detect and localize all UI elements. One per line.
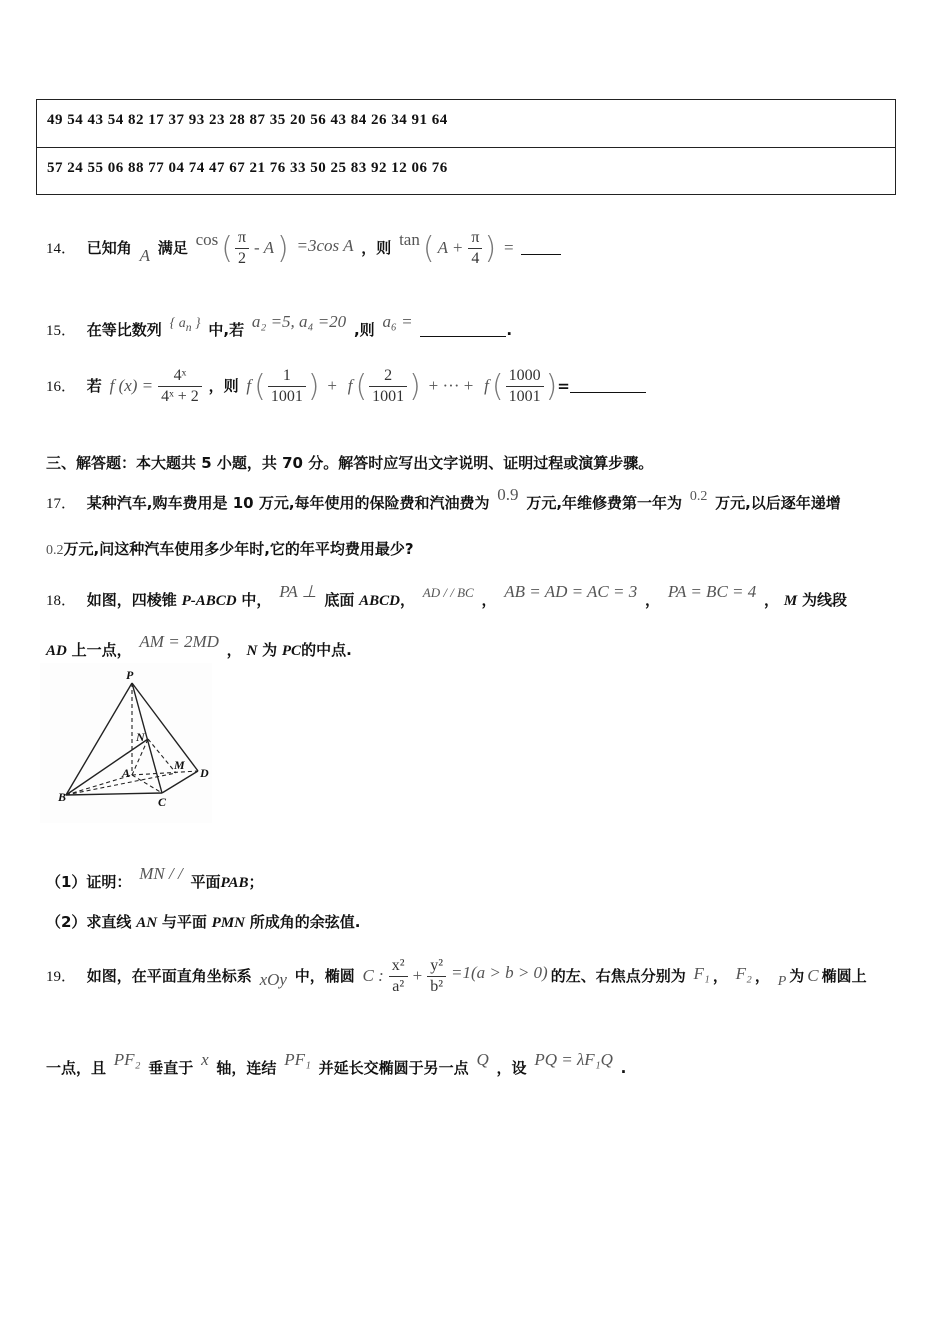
fraction-pi-4 (468, 228, 482, 269)
question-16 (46, 366, 646, 407)
q15-end: . (506, 321, 513, 339)
numerator: π (235, 228, 249, 249)
fraction-pi-2 (235, 228, 249, 269)
q18-text: 如图，四棱锥 (86, 591, 177, 609)
q18-text: 为 (262, 641, 278, 659)
label-A: A (122, 766, 131, 780)
q18-sub-text: 与平面 (161, 913, 207, 931)
q18-text: ， (645, 591, 661, 609)
denominator: 4ˣ + 2 (161, 388, 199, 405)
fraction-2 (369, 366, 407, 407)
q18-text: 为线段 (801, 591, 847, 609)
q18-sub-text: 所成角的余弦值. (249, 913, 361, 931)
math-F2: F₂ (735, 964, 752, 983)
question-number: 15． (46, 323, 77, 339)
math-Q: Q (476, 1050, 489, 1069)
math-f: f (484, 376, 489, 395)
pyramid-figure (40, 663, 212, 823)
q16-text: ，则 (208, 377, 239, 395)
question-number: 18． (46, 593, 77, 609)
q19-end: . (620, 1059, 627, 1077)
right-paren: ) (277, 231, 289, 266)
left-paren: ( (254, 369, 266, 404)
math-condition: a₂ =5, a₄ =20 (251, 312, 347, 331)
q17-text: 万元,年维修费第一年为 (526, 494, 683, 512)
answer-blank[interactable] (420, 336, 506, 337)
question-18 (46, 582, 847, 610)
label-C: C (158, 795, 167, 809)
math-pq: PQ = λF₁Q (534, 1050, 613, 1069)
q19-text: 为 (789, 967, 805, 985)
numerator: 2 (369, 366, 407, 387)
table-row: 57 24 55 06 88 77 04 74 47 67 21 76 33 50 25 83 92 12 06 76 (37, 147, 895, 194)
q18-AD: AD (46, 643, 67, 659)
question-number: 17． (46, 496, 77, 512)
math-value: 0.9 (497, 485, 519, 504)
math-C: C : (362, 966, 384, 985)
q18-sub-text: （1）证明： (46, 873, 132, 891)
q15-text: 在等比数列 (86, 321, 162, 339)
right-paren: ) (484, 231, 497, 266)
math-PF2: PF₂ (113, 1050, 141, 1069)
math-a: a (178, 316, 186, 331)
q18-an: AN (136, 915, 158, 931)
math-A: A (139, 246, 150, 265)
left-paren: ( (491, 369, 504, 404)
fraction-y2-b2 (427, 956, 446, 997)
q19-text: 一点，且 (46, 1059, 107, 1077)
question-18-cont (46, 632, 352, 660)
math-f: f (246, 376, 252, 395)
question-14 (46, 228, 561, 269)
q18-text: 底面 (324, 591, 355, 609)
math-F1: F₁ (693, 964, 710, 983)
left-paren: ( (221, 231, 233, 266)
fraction-x2-a2 (389, 956, 408, 997)
math-tan: tan (399, 230, 420, 249)
math-eq1: AB = AD = AC = 3 (504, 582, 638, 601)
q18-PC: PC (281, 643, 302, 659)
q14-text: 满足 (157, 239, 188, 257)
q17-text: 万元,问这种汽车使用多少年时,它的年平均费用最少? (63, 540, 414, 558)
q17-text: 万元,以后逐年递增 (715, 494, 841, 512)
label-P: P (126, 668, 134, 682)
math-xoy: xOy (259, 970, 287, 989)
left-paren: ( (422, 231, 435, 266)
q17-text: 某种汽车,购车费用是 10 万元,每年使用的保险费和汽油费为 (86, 494, 490, 512)
q14-text: ，则 (361, 239, 392, 257)
q15-text: ,则 (353, 321, 375, 339)
q19-text: 垂直于 (148, 1059, 194, 1077)
random-number-table (36, 99, 896, 195)
question-number: 14． (46, 241, 77, 257)
math-f: f (347, 376, 353, 395)
right-paren: ) (307, 369, 320, 404)
q18-text: ， (481, 591, 497, 609)
denominator: 1001 (508, 388, 541, 405)
numerator: 1000 (506, 366, 544, 387)
question-17 (46, 485, 841, 513)
numerator: π (468, 228, 482, 249)
denominator: b² (430, 978, 443, 995)
label-B: B (58, 790, 67, 804)
q19-text: 椭圆上 (821, 967, 867, 985)
label-M: M (174, 758, 185, 772)
math-pa-perp: PA ⊥ (279, 582, 317, 601)
q14-text: 已知角 (86, 239, 132, 257)
q19-text: 轴，连结 (216, 1059, 277, 1077)
q18-pab: PAB (220, 875, 249, 891)
math-eq: = (503, 238, 514, 257)
q18-sub-text: （2）求直线 (46, 913, 132, 931)
numerator: 4ˣ (158, 366, 202, 387)
math-value: 0.2 (46, 543, 64, 558)
numerator: 1 (268, 366, 306, 387)
question-number: 19． (46, 969, 77, 985)
fraction-3 (506, 366, 544, 407)
math-rhs: =3cos A (296, 236, 354, 255)
question-number: 16． (46, 379, 77, 395)
q18-text: 中， (241, 591, 272, 609)
math-sub-n: n (185, 320, 192, 334)
math-minus-A: - A (254, 238, 275, 257)
math-cos: cos (195, 230, 219, 249)
question-17-cont (46, 538, 414, 559)
math-eq2: PA = BC = 4 (667, 582, 757, 601)
q18-text: 上一点， (71, 641, 132, 659)
q19-text: 并延长交椭圆于另一点 (318, 1059, 469, 1077)
q19-text: 的左、右焦点分别为 (550, 967, 686, 985)
answer-blank[interactable] (570, 392, 646, 393)
denominator: 4 (471, 250, 480, 267)
q19-text: ， (712, 967, 728, 985)
q18-text: ， (226, 641, 242, 659)
question-15 (46, 312, 512, 340)
denominator: a² (392, 978, 405, 995)
q18-pabcd: P-ABCD (181, 593, 237, 609)
math-value: 0.2 (689, 489, 708, 504)
math-plus: + (412, 966, 423, 985)
table-row: 49 54 43 54 82 17 37 93 23 28 87 35 20 56 43 84 26 34 91 64 (47, 112, 448, 128)
denominator: 1001 (270, 388, 303, 405)
q18-abcd: ABCD (359, 593, 400, 609)
left-paren: ( (355, 369, 368, 404)
math-mn: MN / / (139, 864, 183, 883)
q19-text: ，设 (496, 1059, 527, 1077)
q18-N: N (246, 643, 258, 659)
math-ad-bc: AD / / BC (422, 585, 474, 600)
math-x: x (201, 1050, 209, 1069)
q18-text: ， (399, 591, 415, 609)
label-D: D (200, 766, 209, 780)
math-condition: =1(a > b > 0) (450, 963, 548, 982)
question-18-part-2 (46, 911, 360, 932)
math-sequence: { $a_n$ } (169, 316, 201, 334)
q19-text: 如图，在平面直角坐标系 (86, 967, 252, 985)
q18-sub-text: ； (248, 873, 264, 891)
q16-text: 若 (86, 377, 102, 395)
q19-text: ， (754, 967, 770, 985)
right-paren: ) (409, 369, 421, 404)
math-a6: a₆ = (382, 312, 413, 331)
q15-text: 中,若 (208, 321, 245, 339)
denominator: 2 (237, 250, 246, 267)
math-am: AM = 2MD (139, 632, 219, 651)
math-A-plus: A + (437, 238, 464, 257)
fraction-1 (268, 366, 306, 407)
section-heading: 三、解答题：本大题共 5 小题，共 70 分。解答时应写出文字说明、证明过程或演算步骤。 (46, 454, 654, 472)
math-PF1: PF₁ (284, 1050, 311, 1069)
math-plus: + (327, 376, 337, 395)
q18-text: ， (764, 591, 780, 609)
q18-sub-text: 平面 (190, 873, 221, 891)
numerator: x² (389, 956, 408, 977)
q18-pmn: PMN (211, 915, 245, 931)
right-paren: ) (545, 369, 558, 404)
denominator: 1001 (372, 388, 405, 405)
math-C2: C (807, 966, 819, 985)
math-dots: + ··· + (428, 376, 474, 395)
math-P: P (777, 974, 787, 989)
question-19-cont (46, 1050, 626, 1078)
q18-text: 的中点. (301, 641, 352, 659)
question-19 (46, 956, 867, 997)
label-N: N (136, 730, 145, 744)
math-eq: = (557, 377, 570, 395)
q19-text: 中，椭圆 (294, 967, 355, 985)
fraction-fx (158, 366, 202, 407)
q18-M: M (783, 593, 798, 609)
math-fx: f (x) = (109, 376, 154, 395)
answer-blank[interactable] (521, 254, 561, 255)
question-18-part-1 (46, 864, 264, 892)
numerator: y² (427, 956, 446, 977)
